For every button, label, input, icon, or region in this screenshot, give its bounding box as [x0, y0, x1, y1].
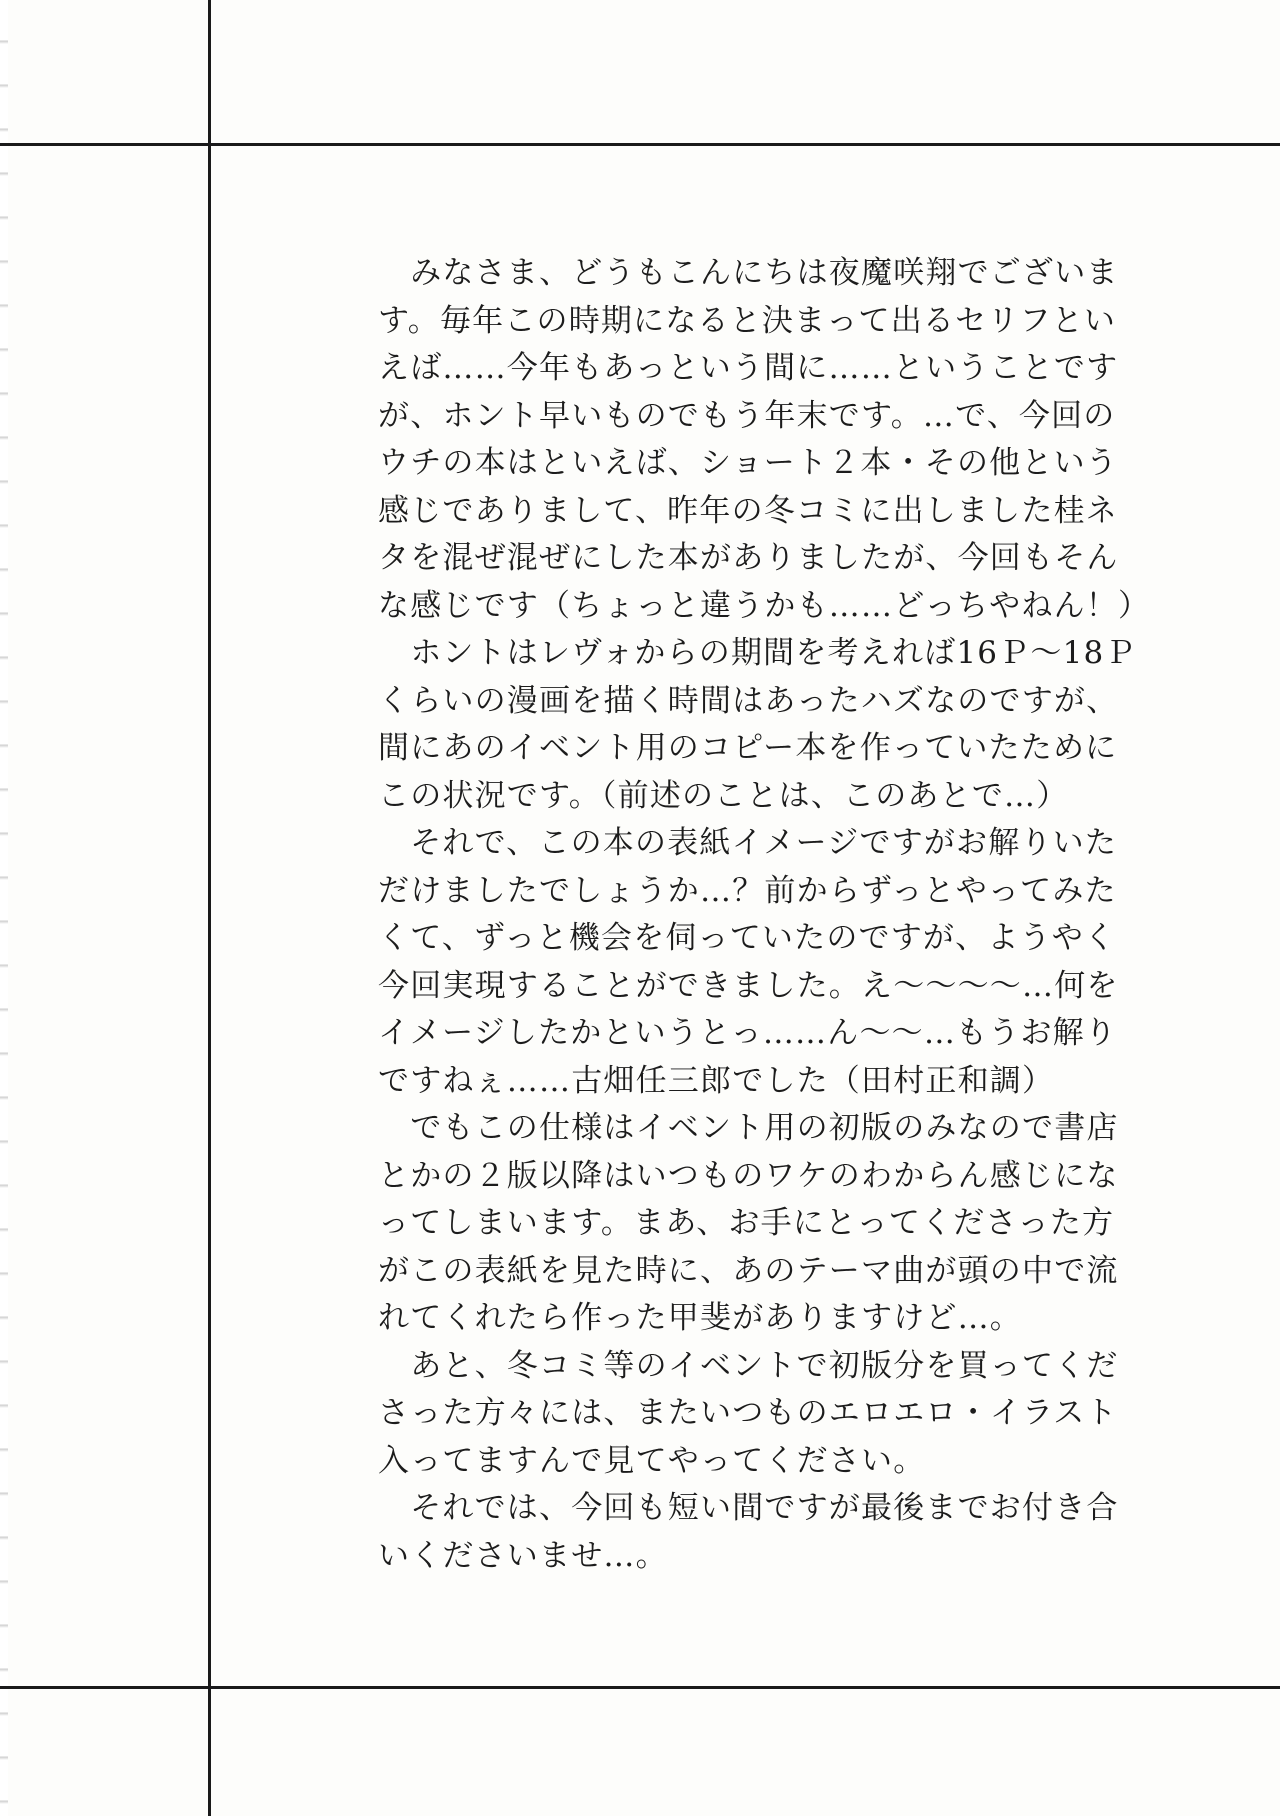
text-line: それで、この本の表紙イメージですがお解りいた: [378, 825, 1118, 861]
text-line: さった方々には、またいつものエロエロ・イラスト: [378, 1395, 1118, 1431]
text-line: いくださいませ…。: [378, 1537, 668, 1574]
text-line: だけましたでしょうか…？前からずっとやってみた: [378, 872, 1117, 909]
text-line: がこの表紙を見た時に、あのテーマ曲が頭の中で流: [378, 1252, 1119, 1289]
text-line: 入ってますんで見てやってください。: [378, 1442, 926, 1479]
text-line: くらいの漫画を描く時間はあったハズなのですが、: [378, 682, 1119, 719]
text-line: 今回実現することができました。え～～～～…何を: [378, 967, 1119, 1004]
text-line: ウチの本はといえば、ショート２本・その他という: [378, 445, 1118, 481]
margin-rule: [208, 0, 211, 1816]
text-line: えば……今年もあっという間に……ということです: [378, 350, 1119, 386]
text-line: でもこの仕様はイベント用の初版のみなので書店: [378, 1110, 1119, 1146]
text-line: 感じでありまして、昨年の冬コミに出しました桂ネ: [378, 492, 1118, 529]
text-line: ホントはレヴォからの期間を考えれば16Ｐ～18Ｐ: [378, 635, 1137, 671]
body-text: [378, 250, 1151, 1580]
text-line: 間にあのイベント用のコピー本を作っていたために: [378, 730, 1118, 766]
text-line: ですねぇ……古畑任三郎でした（田村正和調）: [378, 1062, 1055, 1099]
text-line: が、ホント早いものでもう年末です。…で、今回の: [378, 397, 1116, 434]
text-line: くて、ずっと機会を伺っていたのですが、ようやく: [378, 920, 1117, 956]
text-line: な感じです（ちょっと違うかも……どっちやねん！）: [378, 587, 1151, 624]
text-line: タを混ぜ混ぜにした本がありましたが、今回もそん: [378, 540, 1119, 576]
text-line: とかの２版以降はいつものワケのわからん感じにな: [378, 1157, 1119, 1194]
text-line: あと、冬コミ等のイベントで初版分を買ってくだ: [378, 1347, 1119, 1384]
text-line: それでは、今回も短い間ですが最後までお付き合: [378, 1490, 1119, 1526]
text-line: この状況です。（前述のことは、このあとで…）: [378, 777, 1069, 814]
page-edge: [0, 0, 8, 1816]
top-rule: [0, 143, 1280, 146]
text-line: イメージしたかというとっ……ん～～…もうお解り: [378, 1015, 1118, 1051]
text-line: ってしまいます。まあ、お手にとってくださった方: [378, 1205, 1115, 1241]
bottom-rule: [0, 1686, 1280, 1689]
text-line: れてくれたら作った甲斐がありますけど…。: [378, 1300, 1022, 1336]
text-line: す。毎年この時期になると決まって出るセリフとい: [378, 302, 1117, 339]
text-line: みなさま、どうもこんにちは夜魔咲翔でございま: [378, 255, 1119, 291]
